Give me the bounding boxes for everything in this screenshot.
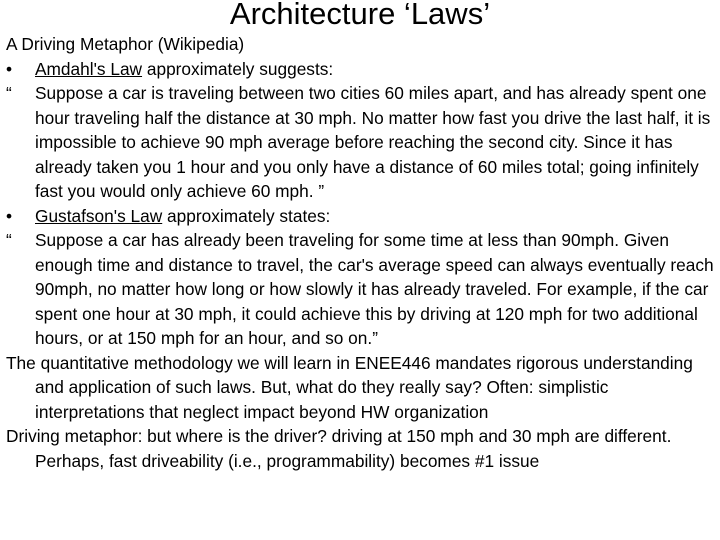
methodology-paragraph: The quantitative methodology we will learn in ENEE446 mandates rigorous understanding and application of such laws. But, what do they really say? Often: simplistic interpretations that neglect impact beyond HW organization bbox=[6, 352, 693, 422]
slide-body bbox=[6, 32, 720, 473]
amdahl-quote bbox=[6, 81, 720, 204]
gustafson-quote bbox=[6, 228, 720, 351]
gustafson-bullet bbox=[6, 204, 720, 229]
bullet-icon: • bbox=[6, 205, 13, 226]
driving-metaphor-paragraph: Driving metaphor: but where is the driver? driving at 150 mph and 30 mph are different. Perhaps, fast driveability (i.e., programmability) becomes #1 issue bbox=[6, 426, 672, 471]
amdahl-bullet bbox=[6, 57, 720, 82]
bullet-icon: • bbox=[6, 58, 13, 79]
amdahl-law-link[interactable]: Amdahl's Law bbox=[35, 58, 143, 79]
gustafson-quote-text: Suppose a car has already been traveling for some time at less than 90mph. Given enough time and distance to travel, the car's average speed can always eventually reach 90mph, no matter how long or how slowly it has already traveled. For example, if the car spent one hour at 30 mph, it could achieve this by driving at 120 mph for two additional hours, or at 150 mph for an hour, and so on.” bbox=[35, 230, 714, 348]
amdahl-quote-text: Suppose a car is traveling between two cities 60 miles apart, and has already spent one hour traveling half the distance at 30 mph. No matter how fast you drive the last half, it is impossible to achieve 90 mph average before reaching the second city. Since it has already taken you 1 hour and you only have a distance of 60 miles total; going infinitely fast you would only achieve 60 mph. ” bbox=[35, 83, 711, 201]
amdahl-text: approximately suggests: bbox=[142, 58, 334, 79]
gustafson-law-link[interactable]: Gustafson's Law bbox=[35, 205, 163, 226]
quote-mark-icon: “ bbox=[6, 83, 12, 103]
slide-title: Architecture ‘Laws’ bbox=[229, 0, 491, 31]
gustafson-text: approximately states: bbox=[162, 205, 331, 226]
quote-mark-icon: “ bbox=[6, 230, 12, 250]
subtitle: A Driving Metaphor (Wikipedia) bbox=[6, 34, 245, 54]
